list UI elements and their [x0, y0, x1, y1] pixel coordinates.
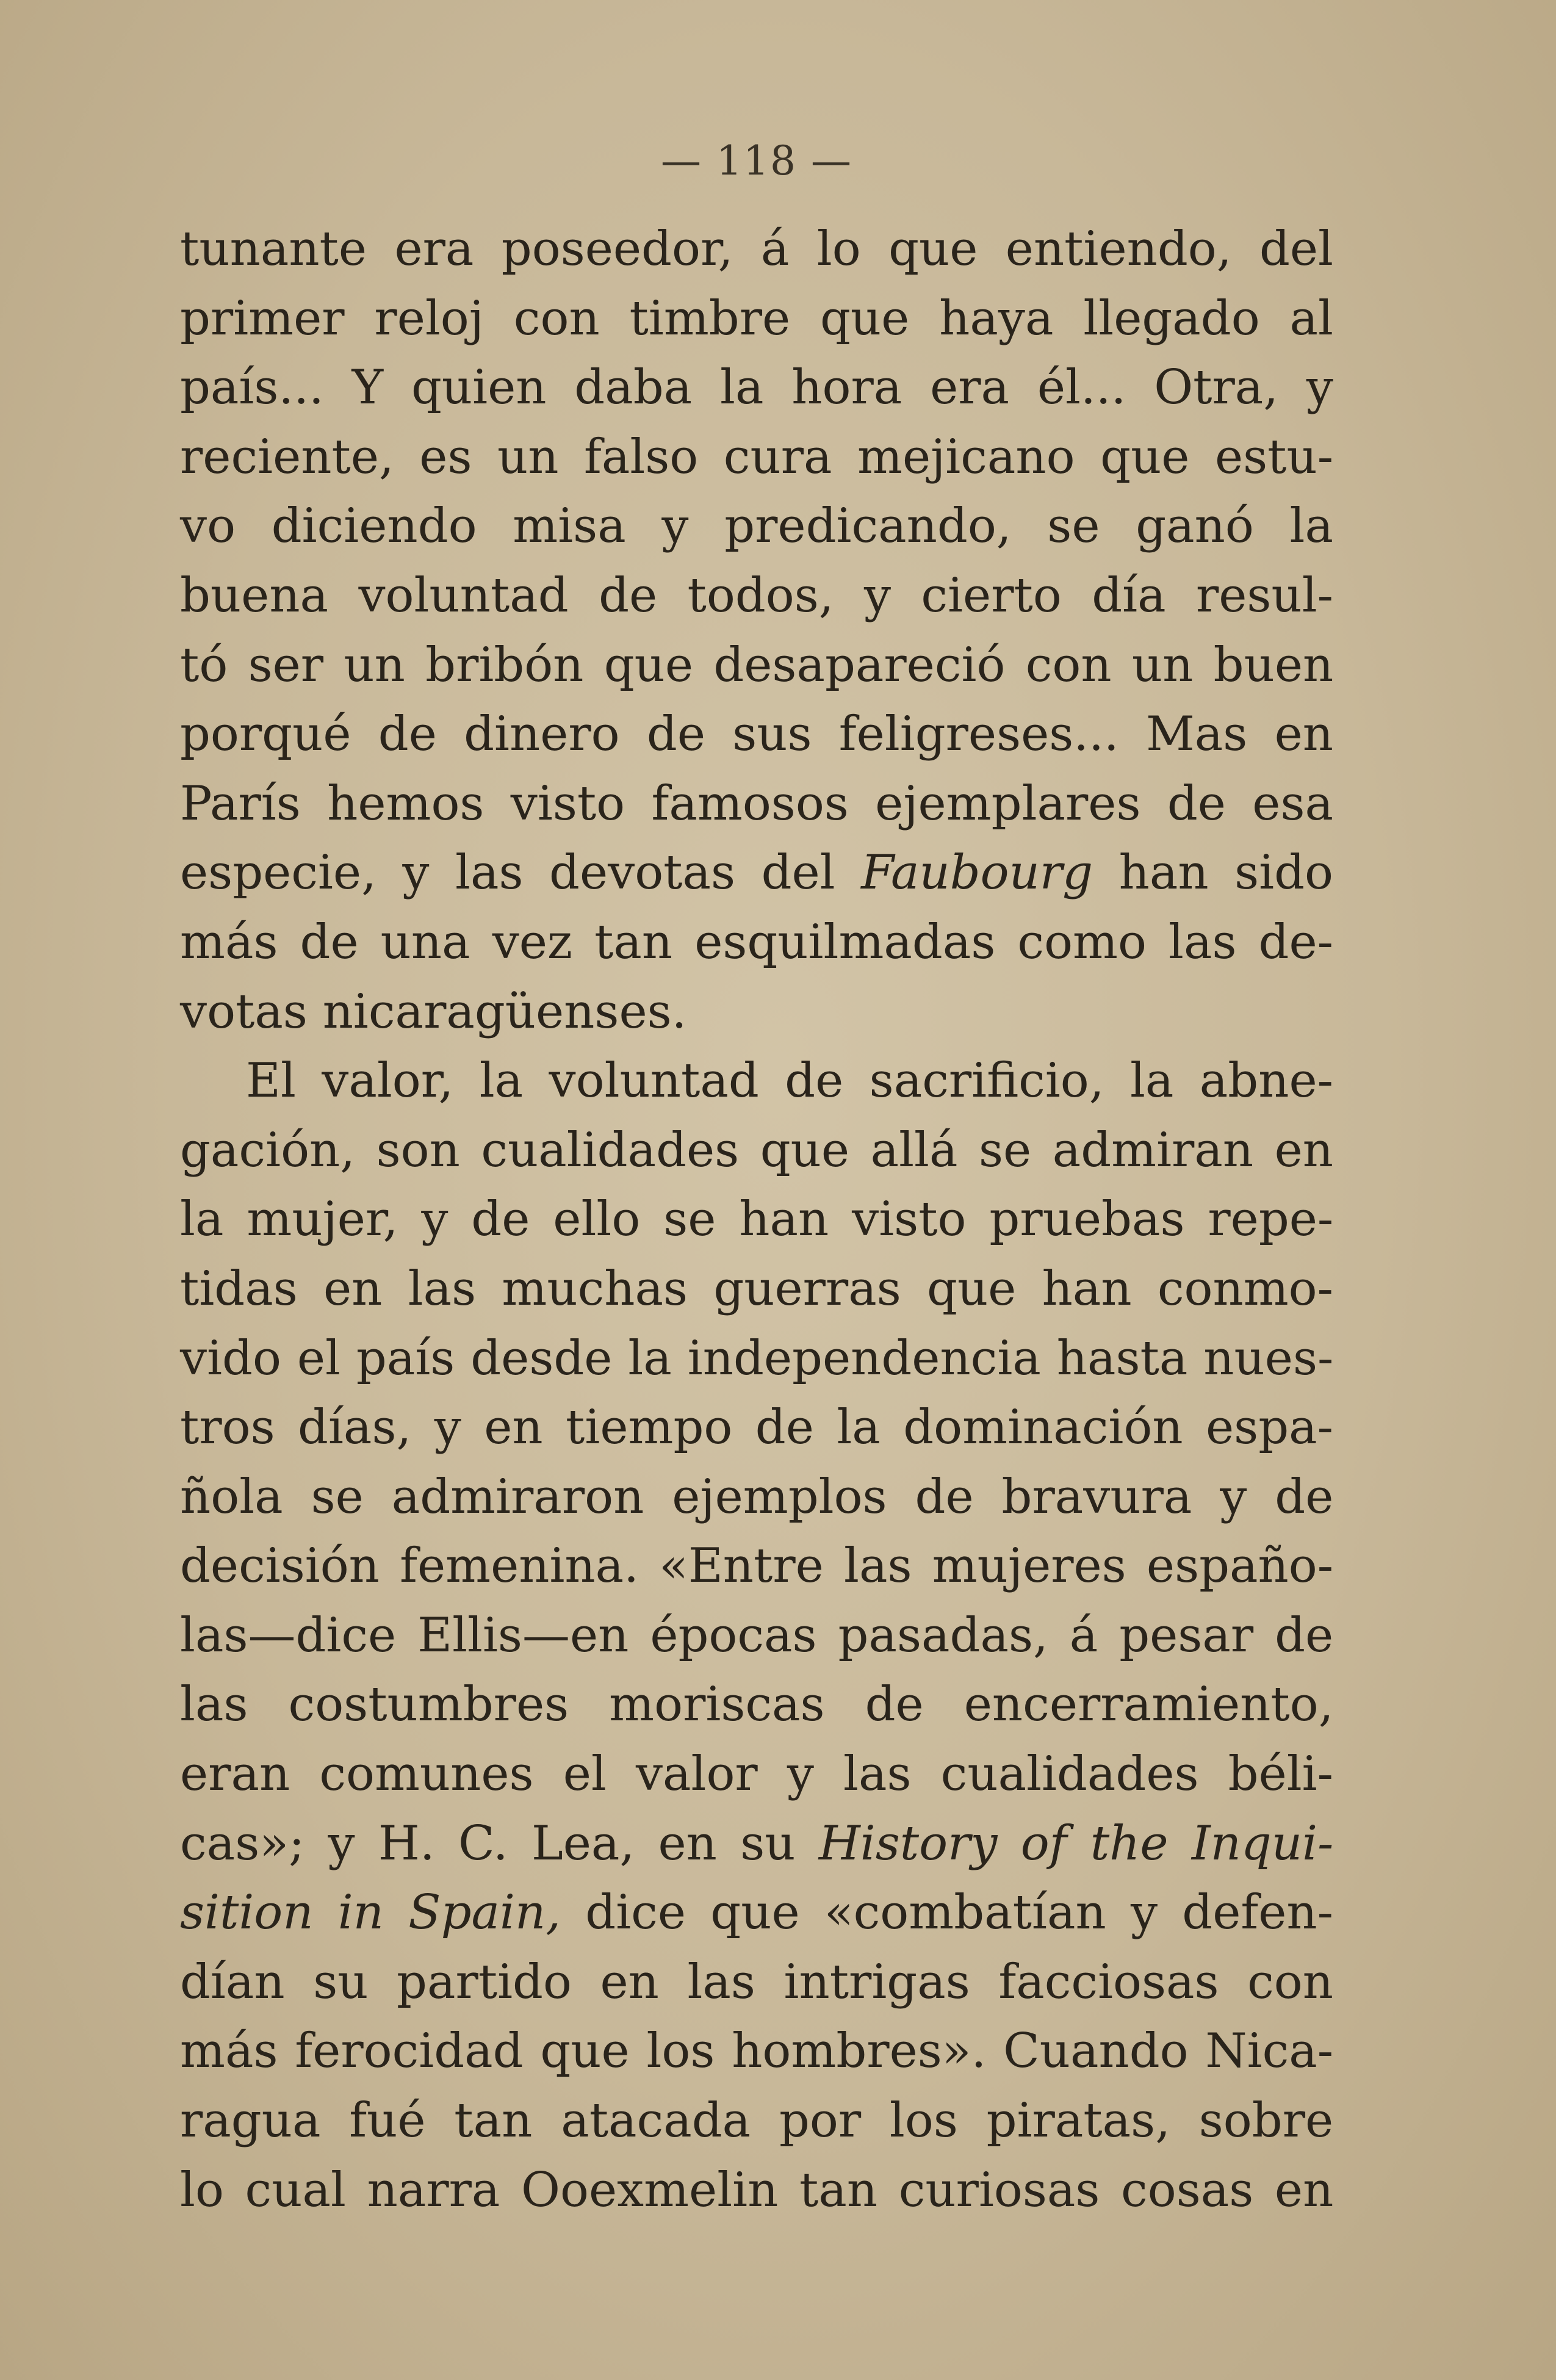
text-line: votas nicaragüenses. [180, 984, 687, 1039]
text-line: especie, y las devotas del Faubourg han sido [180, 845, 1334, 901]
text-line: cas»; y H. C. Lea, en su History of the Inqui- [180, 1816, 1334, 1871]
italic-title: History of the Inqui- [818, 1816, 1334, 1871]
text-line: las costumbres moriscas de encerramiento, [180, 1677, 1334, 1733]
text-line: dían su partido en las intrigas facciosas con [180, 1954, 1333, 2010]
text-line: país... Y quien daba la hora era él... Otra, y [180, 360, 1333, 416]
text-line: tros días, y en tiempo de la dominación espa- [180, 1400, 1333, 1455]
text-line: porqué de dinero de sus feligreses... Mas en [180, 707, 1333, 762]
text-line: tidas en las muchas guerras que han conmo- [180, 1261, 1333, 1316]
text-line: lo cual narra Ooexmelin tan curiosas cosas en [180, 2162, 1334, 2218]
text-line: sition in Spain, dice que «combatían y defen- [180, 1885, 1333, 1941]
text-line: buena voluntad de todos, y cierto día resul- [180, 568, 1333, 623]
text-line: vido el país desde la independencia hasta nues- [180, 1330, 1334, 1386]
text-line: la mujer, y de ello se han visto pruebas repe- [180, 1192, 1334, 1247]
text-line: primer reloj con timbre que haya llegado al [180, 290, 1333, 346]
body-text [180, 215, 1333, 2225]
text-line: tunante era poseedor, á lo que entiendo, del [180, 222, 1333, 276]
text-line: París hemos visto famosos ejemplares de esa [180, 776, 1333, 831]
page-number: — 118 — [661, 137, 852, 184]
text-line: decisión femenina. «Entre las mujeres españo- [180, 1538, 1334, 1594]
text-line: eran comunes el valor y las cualidades béli- [180, 1747, 1333, 1802]
text-line: reciente, es un falso cura mejicano que estu- [180, 429, 1334, 485]
text-line: tó ser un bribón que desapareció con un buen [180, 637, 1334, 693]
text-line: ragua fué tan atacada por los piratas, sobre [180, 2093, 1334, 2149]
text-line: gación, son cualidades que allá se admiran en [180, 1122, 1333, 1178]
text-line: más de una vez tan esquilmadas como las de- [180, 914, 1333, 970]
text-line: vo diciendo misa y predicando, se ganó la [180, 499, 1333, 554]
text-line: las—dice Ellis—en épocas pasadas, á pesar de [180, 1607, 1334, 1663]
italic-title: sition in Spain, [180, 1885, 561, 1941]
text-line: El valor, la voluntad de sacrificio, la abne- [246, 1053, 1333, 1109]
text-line: más ferocidad que los hombres». Cuando Nica- [180, 2024, 1334, 2079]
text-line: ñola se admiraron ejemplos de bravura y de [180, 1469, 1334, 1524]
italic-title: Faubourg [861, 845, 1093, 901]
